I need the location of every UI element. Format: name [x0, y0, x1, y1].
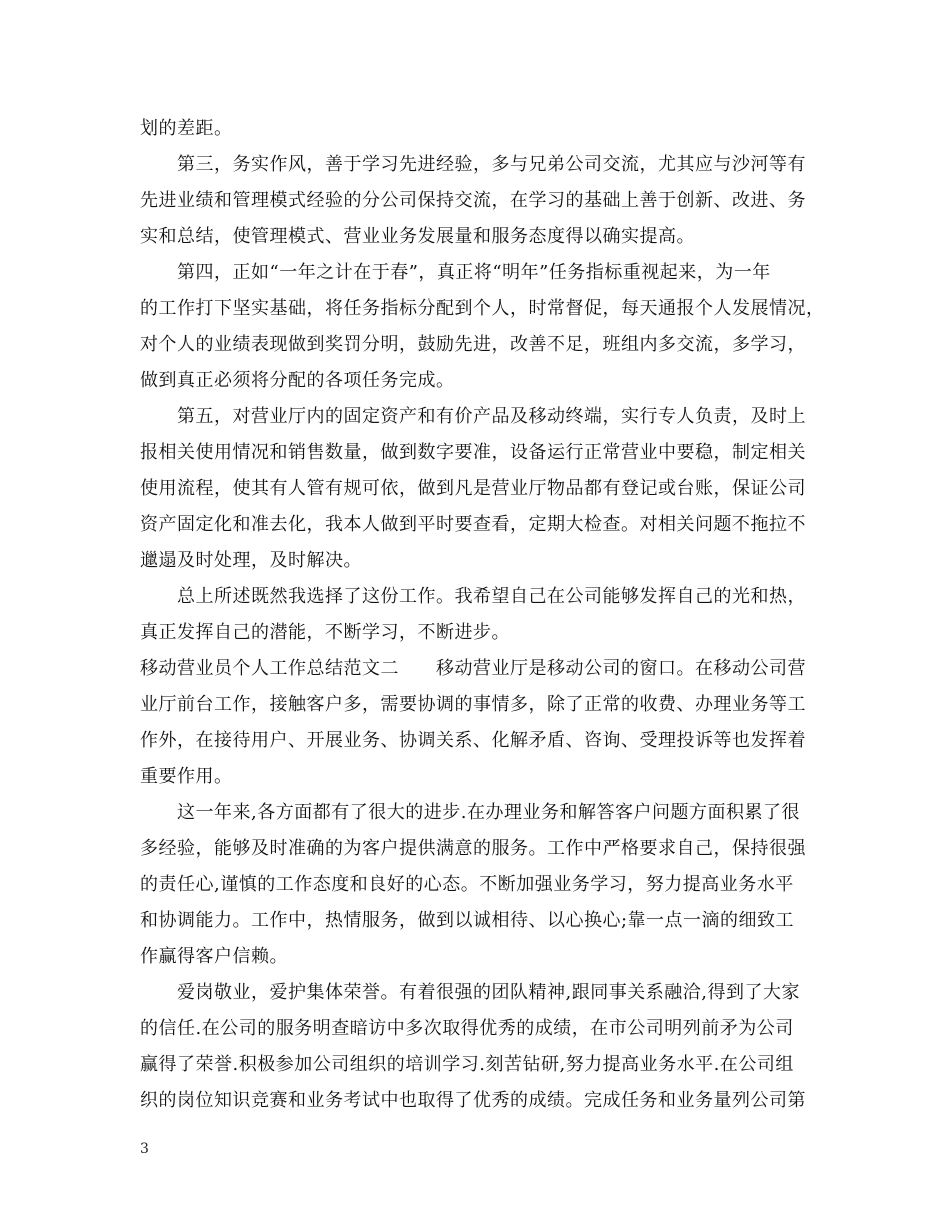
text-line: 报相关使用情况和销售数量，做到数字要准，设备运行正常营业中要稳，制定相关: [140, 442, 806, 463]
text-line: 的工作打下坚实基础，将任务指标分配到个人，时常督促，每天通报个人发展情况，: [140, 298, 825, 319]
text-line: 爱岗敬业，爱护集体荣誉。有着很强的团队精神,跟同事关系融洽,得到了大家: [140, 982, 800, 1003]
text-line: 重要作用。: [140, 766, 233, 787]
text-line: 的责任心,谨慎的工作态度和良好的心态。不断加强业务学习，努力提高业务水平: [140, 874, 794, 895]
text-line: 赢得了荣誉.积极参加公司组织的培训学习.刻苦钻研,努力提高业务水平.在公司组: [140, 1054, 794, 1075]
text-line: 先进业绩和管理模式经验的分公司保持交流，在学习的基础上善于创新、改进、务: [140, 190, 806, 211]
text-line: 资产固定化和准去化，我本人做到平时要查看，定期大检查。对相关问题不拖拉不: [140, 514, 806, 535]
text-line: 使用流程，使其有人管有规可依，做到凡是营业厅物品都有登记或台账，保证公司: [140, 478, 806, 499]
text-line: 总上所述既然我选择了这份工作。我希望自己在公司能够发挥自己的光和热，: [140, 586, 806, 607]
page-number: 3: [140, 1141, 149, 1157]
text-line: 移动营业员个人工作总结范文二 移动营业厅是移动公司的窗口。在移动公司营: [140, 658, 806, 679]
text-line: 作外，在接待用户、开展业务、协调关系、化解矛盾、咨询、受理投诉等也发挥着: [140, 730, 806, 751]
text-line: 做到真正必须将分配的各项任务完成。: [140, 370, 455, 391]
text-line: 业厅前台工作，接触客户多，需要协调的事情多，除了正常的收费、办理业务等工: [140, 694, 806, 715]
text-line: 划的差距。: [140, 118, 233, 139]
text-line: 的信任.在公司的服务明查暗访中多次取得优秀的成绩，在市公司明列前矛为公司: [140, 1018, 794, 1039]
text-line: 这一年来,各方面都有了很大的进步.在办理业务和解答客户问题方面积累了很: [140, 802, 800, 823]
text-line: 多经验，能够及时准确的为客户提供满意的服务。工作中严格要求自己，保持很强: [140, 838, 806, 859]
text-line: 真正发挥自己的潜能，不断学习，不断进步。: [140, 622, 510, 643]
text-line: 邋遢及时处理，及时解决。: [140, 550, 362, 571]
text-line: 实和总结，使管理模式、营业业务发展量和服务态度得以确实提高。: [140, 226, 695, 247]
text-line: 第三，务实作风，善于学习先进经验，多与兄弟公司交流，尤其应与沙河等有: [140, 154, 806, 175]
text-line: 第五，对营业厅内的固定资产和有价产品及移动终端，实行专人负责，及时上: [140, 406, 806, 427]
text-line: 和协调能力。工作中，热情服务，做到以诚相待、以心换心;靠一点一滴的细致工: [140, 910, 795, 931]
text-line: 作赢得客户信赖。: [140, 946, 288, 967]
text-line: 对个人的业绩表现做到奖罚分明，鼓励先进，改善不足，班组内多交流，多学习，: [140, 334, 806, 355]
text-line: 织的岗位知识竞赛和业务考试中也取得了优秀的成绩。完成任务和业务量列公司第: [140, 1090, 806, 1111]
text-line: 第四，正如“一年之计在于春”，真正将“明年”任务指标重视起来，为一年: [140, 262, 771, 283]
